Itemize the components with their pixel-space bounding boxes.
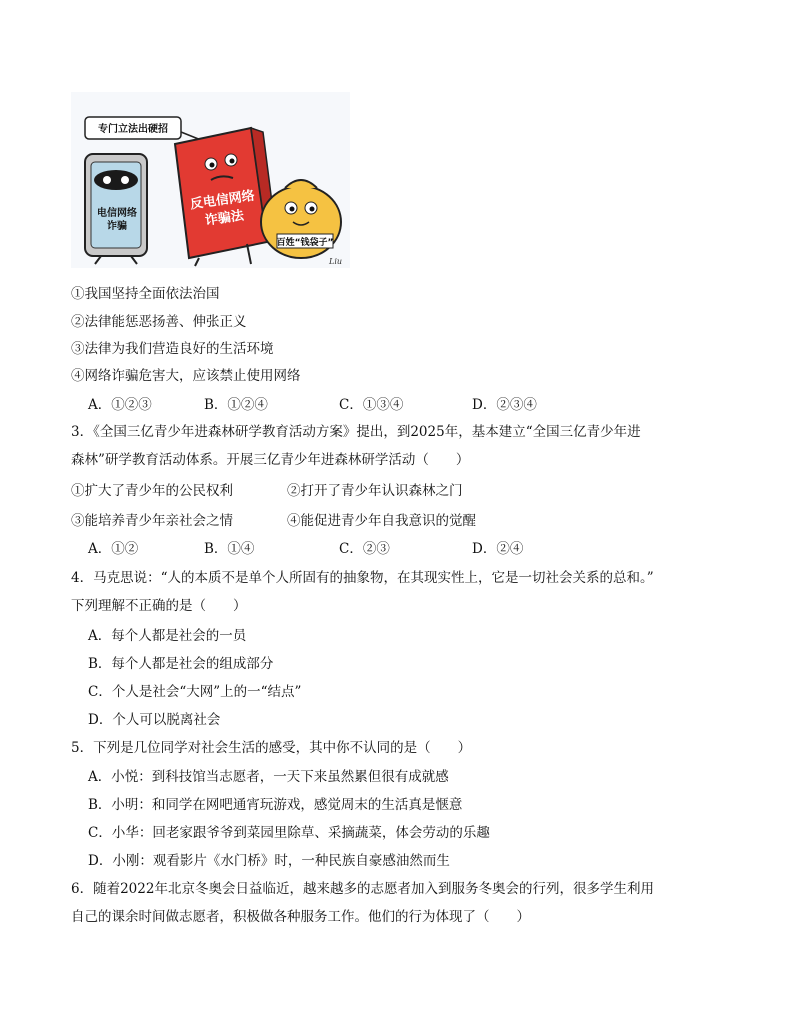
- q6-stem-line2: 自己的课余时间做志愿者，积极做各种服务工作。他们的行为体现了（ ）: [71, 909, 530, 925]
- q3-statement-1: ①扩大了青少年的公民权利: [71, 483, 233, 499]
- q2-option-c[interactable]: C．①③④: [339, 397, 404, 413]
- q3-option-a[interactable]: A．①②: [88, 541, 139, 557]
- q2-option-d[interactable]: D．②③④: [472, 397, 537, 413]
- q4-option-d[interactable]: D．个人可以脱离社会: [88, 712, 221, 728]
- cartoon-illustration: [71, 92, 350, 268]
- q2-statement-1: ①我国坚持全面依法治国: [71, 286, 220, 302]
- cartoon-svg: [71, 92, 350, 268]
- q2-statement-3: ③法律为我们营造良好的生活环境: [71, 341, 274, 357]
- q3-stem-line1: 3．《全国三亿青少年进森林研学教育活动方案》提出，到2025年，基本建立“全国三亿青少年进: [71, 424, 641, 440]
- q3-option-c[interactable]: C．②③: [339, 541, 390, 557]
- q2-options: [0, 396, 794, 414]
- q5-stem: 5．下列是几位同学对社会生活的感受，其中你不认同的是（ ）: [71, 740, 472, 756]
- law-book: [175, 128, 277, 266]
- q4-option-a[interactable]: A．每个人都是社会的一员: [88, 628, 247, 644]
- book-title-line1: 反电信网络: [189, 188, 256, 213]
- q3-option-d[interactable]: D．②④: [472, 541, 524, 557]
- q2-statement-4: ④网络诈骗危害大，应该禁止使用网络: [71, 368, 301, 384]
- q3-statement-3: ③能培养青少年亲社会之情: [71, 513, 233, 529]
- q3-option-b[interactable]: B．①④: [204, 541, 255, 557]
- artist-signature: Liu: [329, 257, 343, 266]
- q3-statement-2: ②打开了青少年认识森林之门: [287, 483, 463, 499]
- sign-text: 专门立法出硬招: [98, 124, 168, 135]
- q4-option-b[interactable]: B．每个人都是社会的组成部分: [88, 656, 274, 672]
- q2-statement-2: ②法律能惩恶扬善、伸张正义: [71, 314, 247, 330]
- q3-options: [0, 540, 794, 558]
- q4-option-c[interactable]: C．个人是社会“大网”上的一“结点”: [88, 684, 302, 700]
- q3-stem-line2: 森林”研学教育活动体系。开展三亿青少年进森林研学活动（ ）: [71, 452, 470, 468]
- money-bag: [261, 180, 341, 258]
- q5-option-a[interactable]: A．小悦：到科技馆当志愿者，一天下来虽然累但很有成就感: [88, 769, 449, 785]
- q4-stem-line1: 4．马克思说：“人的本质不是单个人所固有的抽象物，在其现实性上，它是一切社会关系的总和。”: [71, 570, 654, 586]
- q2-option-a[interactable]: A．①②③: [88, 397, 152, 413]
- book-title-line2: 诈骗法: [204, 208, 245, 229]
- q2-option-b[interactable]: B．①②④: [204, 397, 268, 413]
- q5-option-d[interactable]: D．小刚：观看影片《水门桥》时，一种民族自豪感油然而生: [88, 853, 450, 869]
- q4-stem-line2: 下列理解不正确的是（ ）: [71, 598, 247, 614]
- q3-statement-4: ④能促进青少年自我意识的觉醒: [287, 513, 476, 529]
- bag-label: 百姓“钱袋子”: [276, 238, 334, 248]
- phone-character: [85, 154, 147, 264]
- phone-label-line1: 电信网络: [97, 208, 137, 219]
- q6-stem-line1: 6．随着2022年北京冬奥会日益临近，越来越多的志愿者加入到服务冬奥会的行列，很多学生利用: [71, 881, 654, 897]
- phone-label-line2: 诈骗: [107, 221, 127, 232]
- q5-option-c[interactable]: C．小华：回老家跟爷爷到菜园里除草、采摘蔬菜，体会劳动的乐趣: [88, 825, 490, 841]
- q5-option-b[interactable]: B．小明：和同学在网吧通宵玩游戏，感觉周末的生活真是惬意: [88, 797, 463, 813]
